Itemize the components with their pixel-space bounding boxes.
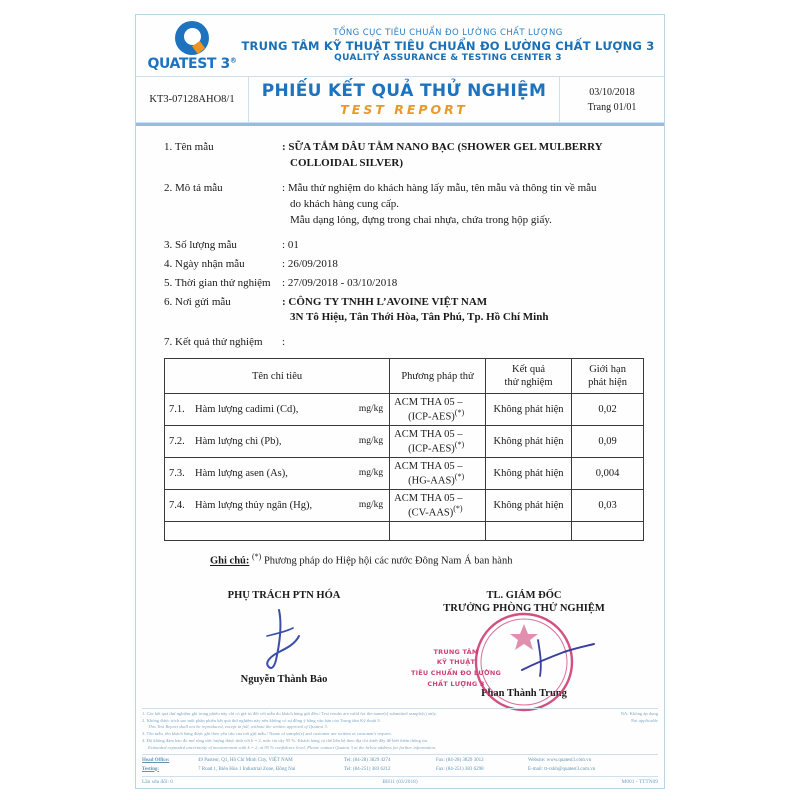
quatest3-logo [144,21,240,72]
field-value: : 26/09/2018 [282,257,338,270]
signature-left [164,589,404,699]
field-test-period [164,276,644,292]
report-title-en: TEST REPORT [340,102,468,117]
field-value-line: : CÔNG TY TNHH L’AVOINE VIỆT NAM [282,295,488,308]
cell-limit: 0,03 [572,490,644,522]
cell-result: Không phát hiện [485,490,571,522]
cell-empty [485,522,571,541]
column-header-result: Kết quả thử nghiệm [485,359,571,394]
logo-wordmark [144,56,240,72]
field-label [164,257,282,273]
org-line-1: TỔNG CỤC TIÊU CHUẨN ĐO LƯỜNG CHẤT LƯỢNG [333,28,563,39]
row-name: Hàm lượng cadimi (Cd), [195,404,299,416]
table-row [165,458,644,490]
address-tel: Tel: (84-251) 383 6212 [344,766,391,772]
field-number: 2. [164,181,173,194]
field-label-text: Ngày nhận mẫu [175,257,245,270]
address-street: 49 Pasteur, Q1, Hồ Chí Minh City, VIỆT NAM [198,758,293,763]
field-value-line: : SỮA TẮM DÂU TẰM NANO BẠC (SHOWER GEL MULBERRY [282,141,603,153]
footer-na-note [576,711,658,752]
field-number: 3. [164,238,173,251]
cell-empty [572,522,644,541]
address-fax: Fax: (84-251) 383 6298 [436,766,484,772]
footer-note: This Test Report shall not be reproduced, except in full, without the written approval of Quatest 3. [148,724,328,730]
stamp-text [404,616,508,720]
logo-wordmark-text: QUATEST 3 [147,56,230,72]
address-row [142,766,658,775]
field-value-line: 3N Tô Hiệu, Tân Thới Hòa, Tân Phú, Tp. Hồ Chí Minh [290,311,549,324]
footer-note: 3. Tên mẫu, tên khách hàng được ghi theo yêu cầu của nơi gửi mẫu./ Name of sample(s) and customer are written as customer's request. [142,731,392,737]
table-row-spacer [165,522,644,541]
address-fax: Fax: (84-28) 3829 3012 [436,758,484,763]
stamp-line-2: KỸ THUẬT [436,658,476,667]
cell-empty [390,522,486,541]
report-page-number: Trang 01/01 [587,101,637,113]
results-table-head [165,359,644,394]
row-index: 7.2. [169,436,185,448]
signature-name: Nguyễn Thành Bảo [240,674,328,686]
cell-limit: 0,09 [572,426,644,458]
row-name: Hàm lượng thủy ngân (Hg), [195,500,313,512]
org-line-3: QUALITY ASSURANCE & TESTING CENTER 3 [334,53,562,64]
report-title-row [136,77,664,123]
row-index: 7.4. [169,500,185,512]
cell-method: ACM THA 05 – (HG-AAS)(*) [390,458,486,490]
field-value: : 01 [282,238,299,251]
cell-limit: 0,004 [572,458,644,490]
field-value [282,295,644,327]
report-meta [559,77,664,122]
footnote [164,552,644,567]
field-label [164,295,282,327]
row-unit: mg/kg [358,404,384,415]
report-title [249,77,559,122]
field-label-text: Mô tả mẫu [175,181,223,194]
cell-empty [165,522,390,541]
column-header-name: Tên chỉ tiêu [165,359,390,394]
footer-note: 2. Không được trích sao một phần phiếu kết quả thử nghiệm này nếu không có sự đồng ý bằng văn bản của Trung tâm Kỹ thuật 3. [142,717,381,723]
field-value-line: : Mẫu thử nghiệm do khách hàng lấy mẫu, tên mẫu và thông tin về mẫu [282,181,597,194]
footer-note: 4. Độ không đảm bảo đo mở rộng ước lượng được tính với k = 2, mức tin cậy 95 %. Khách hàng có thể liên hệ theo địa chỉ dưới đây để biết thêm thông tin. [142,738,429,744]
column-header-method: Phương pháp thử [390,359,486,394]
revision-number: Lần sửa đổi: 0 [142,779,173,785]
stamp-line-4: CHẤT LƯỢNG 3 [427,679,485,688]
signature-name: Phan Thành Trung [481,688,567,700]
address-label: Testing: [142,766,160,772]
field-receive-date [164,257,644,273]
table-row [165,394,644,426]
field-label [164,276,282,292]
address-label: Head Office: [142,758,170,763]
address-street: 7 Road 1, Biên Hòa 1 Industrial Zone, Đồng Nai [198,766,296,772]
field-number: 1. [164,141,173,153]
signature-area [164,602,404,674]
cell-name [165,394,390,426]
cell-name [165,458,390,490]
field-value-line: do khách hàng cung cấp. [290,197,400,210]
test-report-page [135,14,665,789]
field-sender [164,295,644,327]
quatest3-logo-icon [175,21,209,55]
field-number: 4. [164,257,173,270]
field-label [164,181,282,229]
row-unit: mg/kg [358,468,384,479]
row-index: 7.3. [169,468,185,480]
footer-notes-text [142,711,576,752]
report-title-vi: PHIẾU KẾT QUẢ THỬ NGHIỆM [261,81,547,101]
cell-method: ACM THA 05 – (CV-AAS)(*) [390,490,486,522]
field-label-text: Kết quả thử nghiệm [175,336,263,349]
letterhead [136,15,664,77]
form-number: BH11 (03/2018) [382,779,418,785]
address-row [142,757,658,766]
field-number: 6. [164,295,173,308]
row-index: 7.1. [169,404,185,416]
table-header-row [165,359,644,394]
field-label-text: Thời gian thử nghiệm [174,276,271,289]
report-code: KT3-07128AHO8/1 [136,77,249,122]
results-table [164,358,644,541]
cell-name [165,426,390,458]
report-body [136,126,664,699]
signature-right [404,589,644,699]
org-line-2: TRUNG TÂM KỸ THUẬT TIÊU CHUẨN ĐO LƯỜNG CHẤT LƯỢNG 3 [241,39,655,53]
footnote-text: Phương pháp do Hiệp hội các nước Đông Nam Á ban hành [263,555,513,567]
footnote-marker: (*) [252,552,262,562]
stamp-line-3: TIÊU CHUẨN ĐO LƯỜNG [410,669,502,678]
cell-method: ACM THA 05 – (ICP-AES)(*) [390,394,486,426]
footer-note: Estimated expanded uncertainty of measurement with k = 2, at 95 % confidence level. Please contact Quatest 3 at the below address for further information. [148,745,437,751]
footer-revision-line [142,776,658,785]
row-name: Hàm lượng chì (Pb), [195,436,282,448]
table-row [165,490,644,522]
field-label [164,335,282,351]
logo-registered-mark: ® [229,56,237,65]
signature-role: PHỤ TRÁCH PTN HÓA [227,589,341,601]
cell-result: Không phát hiện [485,394,571,426]
address-tel: Tel: (84-28) 3829 4274 [344,758,391,763]
signature-role: TRƯỞNG PHÒNG THỬ NGHIỆM [443,603,605,615]
field-sample-quantity [164,238,644,254]
row-name: Hàm lượng asen (As), [195,468,288,480]
footer-notes [142,708,658,752]
field-value-line: Mẫu dạng lỏng, đựng trong chai nhựa, chứa trong hộp giấy. [290,213,552,226]
report-date: 03/10/2018 [589,86,635,98]
address-website[interactable]: Website: www.quatest3.com.vn [528,758,592,763]
stamp-line-1: TRUNG TÂM [433,647,479,656]
field-test-results [164,335,644,351]
document-code: M001 - TTTN09 [621,779,658,785]
field-value-line: COLLOIDAL SILVER) [290,156,403,169]
table-row [165,426,644,458]
field-label [164,238,282,254]
field-label-text: Số lượng mẫu [175,238,237,251]
row-unit: mg/kg [358,500,384,511]
footer-address-block [142,754,658,774]
footnote-label: Ghi chú: [210,555,250,567]
signature-area [404,616,644,688]
field-label [164,140,282,172]
cell-result: Không phát hiện [485,426,571,458]
field-number: 7. [164,336,173,349]
column-header-limit: Giới hạn phát hiện [572,359,644,394]
field-value: : [282,336,286,349]
cell-limit: 0,02 [572,394,644,426]
na-vi: NA: Không áp dụng [620,710,658,716]
row-unit: mg/kg [358,436,384,447]
field-sample-description [164,181,644,229]
field-value [282,181,644,229]
handwritten-signature-icon [249,606,319,676]
field-sample-name [164,140,644,172]
signature-block [164,589,644,699]
na-en: Not applicable [630,717,658,723]
handwritten-signature-icon [518,630,598,690]
address-email[interactable]: E-mail: tt-cskh@quatest3.com.vn [528,766,596,772]
cell-result: Không phát hiện [485,458,571,490]
footer-note: 1. Các kết quả thử nghiệm ghi trong phiếu này chỉ có giá trị đối với mẫu do khách hàng gửi đến./ Test results are valid for the name(s) submitted sample(s) only. [142,710,437,716]
results-table-body [165,394,644,541]
field-value: : 27/09/2018 - 03/10/2018 [282,276,398,289]
cell-name [165,490,390,522]
field-label-text: Tên mẫu [174,141,214,153]
cell-method: ACM THA 05 – (ICP-AES)(*) [390,426,486,458]
signature-role: TL. GIÁM ĐỐC [486,589,562,601]
field-value [282,140,644,172]
field-label-text: Nơi gửi mẫu [175,295,231,308]
field-number: 5. [164,276,173,289]
page-footer [136,708,664,788]
organization-block [240,28,656,64]
